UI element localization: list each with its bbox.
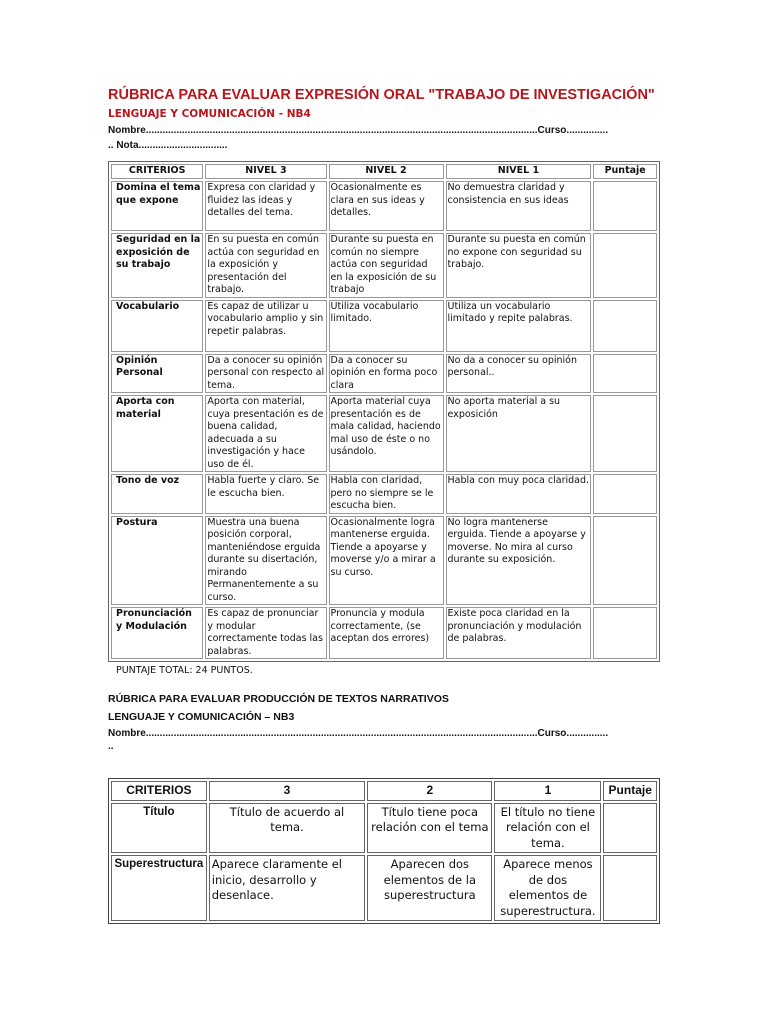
criterio-cell: Título [111,803,207,854]
puntaje-cell[interactable] [593,233,657,298]
nivel2-cell: Ocasionalmente es clara en sus ideas y detalles. [329,181,444,231]
header-criterios: CRITERIOS [111,781,207,801]
rubric2-cont-line: .. [108,741,114,752]
header-nivel-3: NIVEL 3 [205,164,326,179]
rubric1-table [108,161,660,662]
nivel3-cell: Título de acuerdo al tema. [209,803,365,854]
table-row [111,395,657,472]
nivel3-cell: Aporta con material, cuya presentación es de buena calidad, adecuada a su investigación y hace uso de él. [205,395,326,472]
nivel1-cell: Aparece menos de dos elementos de superestructura. [494,855,601,921]
criterio-cell: Postura [111,516,203,606]
header-nivel-3: 3 [209,781,365,801]
criterio-cell: Tono de voz [111,474,203,514]
nivel1-cell: Habla con muy poca claridad. [446,474,592,514]
table-row [111,354,657,394]
criterio-cell: Pronunciación y Modulación [111,607,203,659]
nivel3-cell: Es capaz de utilizar u vocabulario amplio y sin repetir palabras. [205,300,326,352]
nivel1-cell: No demuestra claridad y consistencia en sus ideas [446,181,592,231]
header-nivel-1: NIVEL 1 [446,164,592,179]
criterio-cell: Seguridad en la exposición de su trabajo [111,233,203,298]
table-row [111,181,657,231]
nivel1-cell: No aporta material a su exposición [446,395,592,472]
rubric1-subtitle: LENGUAJE Y COMUNICACIÓN - NB4 [108,108,311,120]
nivel2-cell: Da a conocer su opinión en forma poco clara [329,354,444,394]
puntaje-cell[interactable] [603,855,657,921]
criterio-cell: Opinión Personal [111,354,203,394]
puntaje-cell[interactable] [603,803,657,854]
header-puntaje: Puntaje [603,781,657,801]
table-row [111,300,657,352]
header-criterios: CRITERIOS [111,164,203,179]
rubric2-nombre-line: Nombre.............................................................................................................................................Curso............... [108,728,609,739]
nivel1-cell: Durante su puesta en común no expone con seguridad su trabajo. [446,233,592,298]
table-header-row [111,164,657,179]
nivel2-cell: Aparecen dos elementos de la superestructura [367,855,492,921]
rubric2-table [108,778,660,924]
nivel2-cell: Aporta material cuya presentación es de mala calidad, haciendo mal uso de éste o no usándolo. [329,395,444,472]
rubric1-title: RÚBRICA PARA EVALUAR EXPRESIÓN ORAL "TRABAJO DE INVESTIGACIÓN" [108,87,655,103]
nivel1-cell: El título no tiene relación con el tema. [494,803,601,854]
nivel3-cell: Expresa con claridad y fluidez las ideas y detalles del tema. [205,181,326,231]
table-header-row [111,781,657,801]
rubric1-nota-line: .. Nota................................ [108,140,228,151]
puntaje-cell[interactable] [593,395,657,472]
puntaje-cell[interactable] [593,474,657,514]
rubric1-nombre-line: Nombre.............................................................................................................................................Curso............... [108,125,609,136]
nivel1-cell: No da a conocer su opinión personal.. [446,354,592,394]
puntaje-total: PUNTAJE TOTAL: 24 PUNTOS. [116,665,253,676]
nivel2-cell: Ocasionalmente logra mantenerse erguida. Tiende a apoyarse y moverse y/o a mirar a su curso. [329,516,444,606]
nivel1-cell: Existe poca claridad en la pronunciación y modulación de palabras. [446,607,592,659]
nivel3-cell: Es capaz de pronunciar y modular correctamente todas las palabras. [205,607,326,659]
nivel2-cell: Pronuncia y modula correctamente, (se aceptan dos errores) [329,607,444,659]
puntaje-cell[interactable] [593,300,657,352]
nivel2-cell: Utiliza vocabulario limitado. [329,300,444,352]
puntaje-cell[interactable] [593,181,657,231]
table-row [111,516,657,606]
header-nivel-2: 2 [367,781,492,801]
puntaje-cell[interactable] [593,354,657,394]
nivel1-cell: No logra mantenerse erguida. Tiende a apoyarse y moverse. No mira al curso durante su exposición. [446,516,592,606]
nivel1-cell: Utiliza un vocabulario limitado y repite palabras. [446,300,592,352]
nivel3-cell: Da a conocer su opinión personal con respecto al tema. [205,354,326,394]
nivel3-cell: Habla fuerte y claro. Se le escucha bien. [205,474,326,514]
nivel2-cell: Habla con claridad, pero no siempre se le escucha bien. [329,474,444,514]
table-row [111,474,657,514]
table-row [111,607,657,659]
rubric2-subtitle: LENGUAJE Y COMUNICACIÓN – NB3 [108,711,295,723]
table-row [111,233,657,298]
table-row [111,855,657,921]
criterio-cell: Superestructura [111,855,207,921]
puntaje-cell[interactable] [593,607,657,659]
nivel2-cell: Título tiene poca relación con el tema [367,803,492,854]
nivel3-cell: Muestra una buena posición corporal, manteniéndose erguida durante su disertación, mirando Permanentemente a su curso. [205,516,326,606]
nivel3-cell: En su puesta en común actúa con seguridad en la exposición y presentación del trabajo. [205,233,326,298]
header-puntaje: Puntaje [593,164,657,179]
criterio-cell: Aporta con material [111,395,203,472]
rubric2-title: RÚBRICA PARA EVALUAR PRODUCCIÓN DE TEXTOS NARRATIVOS [108,693,449,705]
criterio-cell: Vocabulario [111,300,203,352]
header-nivel-2: NIVEL 2 [329,164,444,179]
puntaje-cell[interactable] [593,516,657,606]
criterio-cell: Domina el tema que expone [111,181,203,231]
table-row [111,803,657,854]
nivel3-cell: Aparece claramente el inicio, desarrollo y desenlace. [209,855,365,921]
header-nivel-1: 1 [494,781,601,801]
nivel2-cell: Durante su puesta en común no siempre actúa con seguridad en la exposición de su trabajo [329,233,444,298]
